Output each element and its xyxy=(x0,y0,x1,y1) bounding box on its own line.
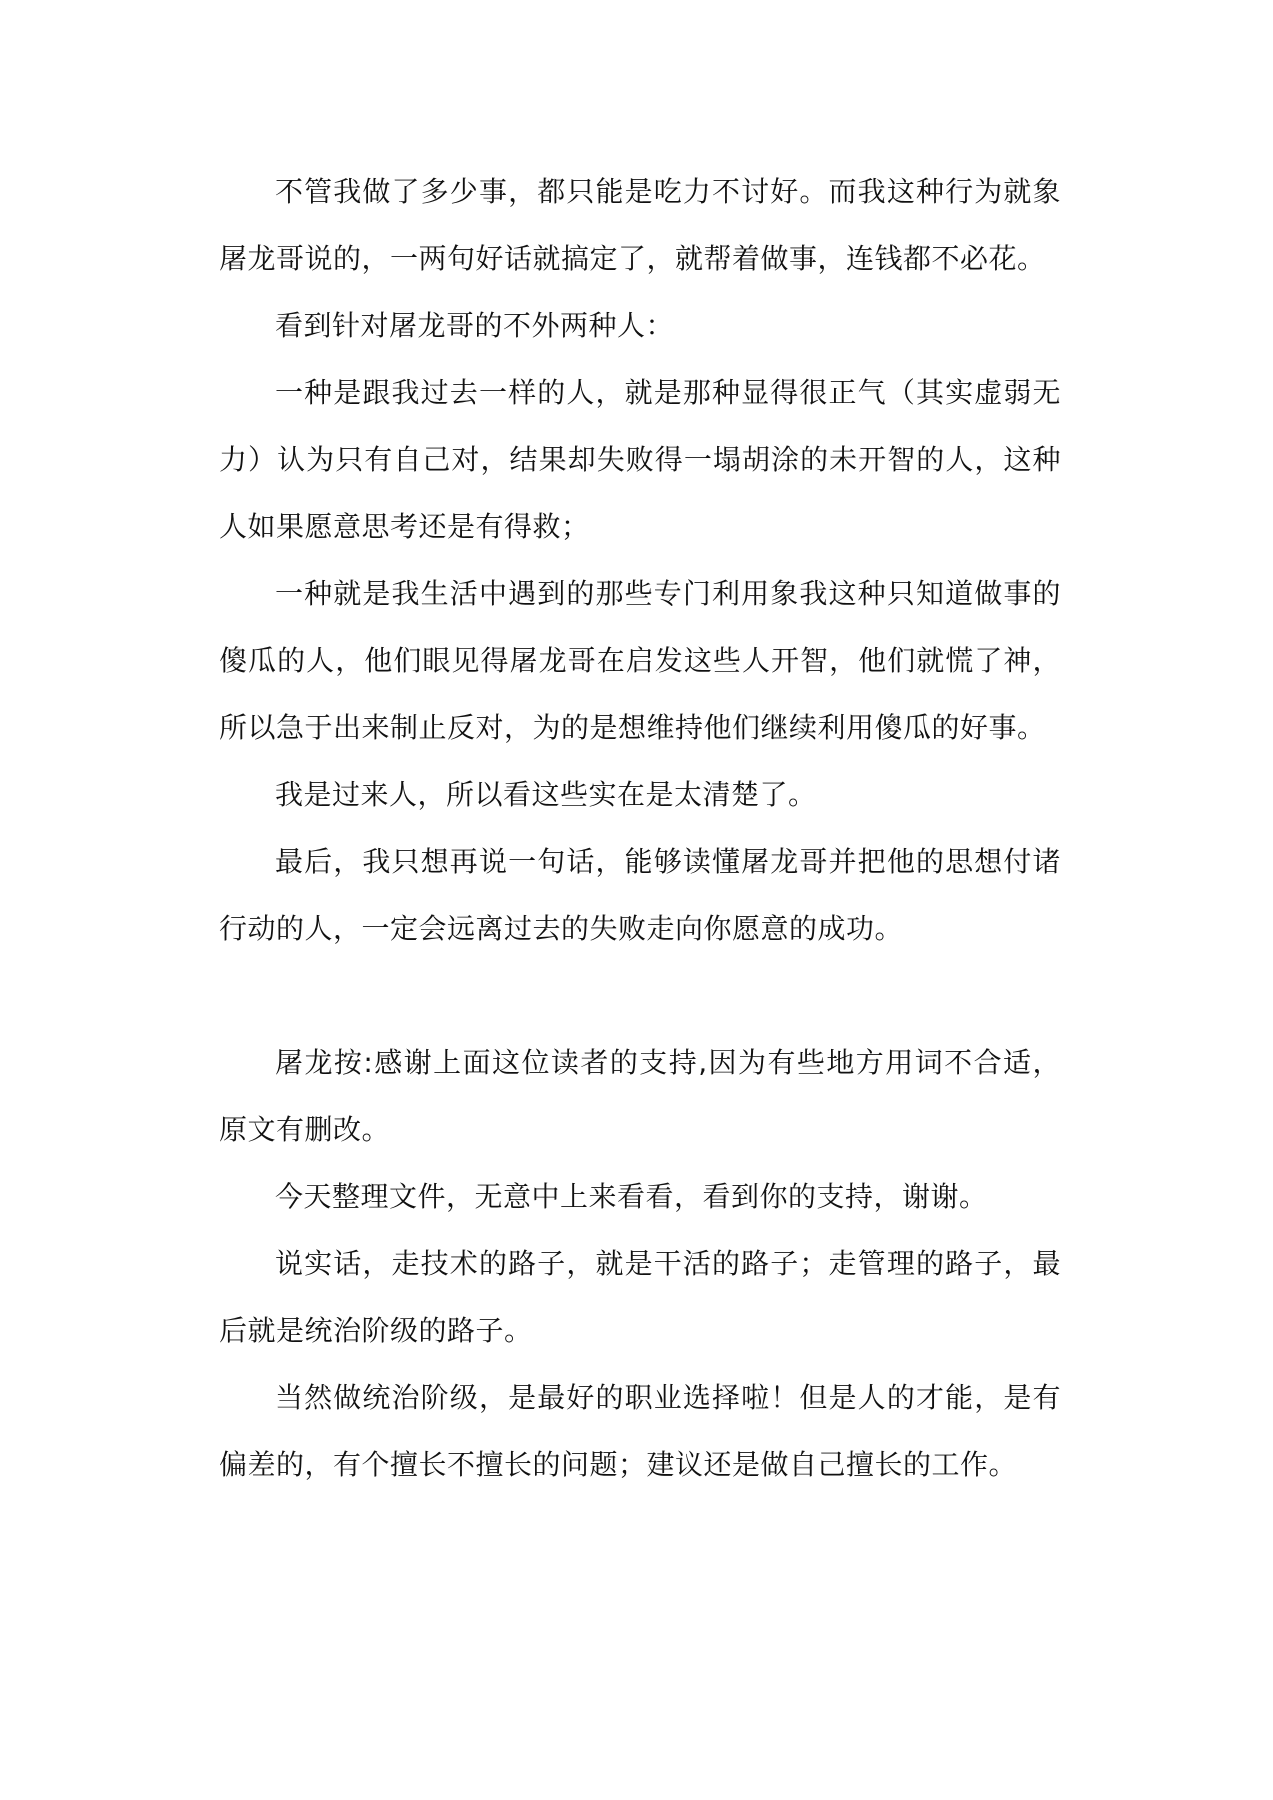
paragraph: 我是过来人，所以看这些实在是太清楚了。 xyxy=(275,778,817,811)
paragraph: 看到针对屠龙哥的不外两种人： xyxy=(275,309,675,342)
paragraph: 今天整理文件，无意中上来看看，看到你的支持，谢谢。 xyxy=(275,1180,988,1213)
paragraph: 一种是跟我过去一样的人，就是那种显得很正气（其实虚弱无力）认为只有自己对，结果却失败得一塌胡涂的未开智的人，这种人如果愿意思考还是有得救； xyxy=(219,376,1061,543)
paragraph: 一种就是我生活中遇到的那些专门利用象我这种只知道做事的傻瓜的人，他们眼见得屠龙哥在启发这些人开智，他们就慌了神，所以急于出来制止反对，为的是想维持他们继续利用傻瓜的好事。 xyxy=(219,577,1061,744)
document-body xyxy=(219,158,1061,1498)
editor-note-paragraph: 屠龙按:感谢上面这位读者的支持,因为有些地方用词不合适，原文有删改。 xyxy=(219,1046,1061,1146)
paragraph: 说实话，走技术的路子，就是干活的路子；走管理的路子，最后就是统治阶级的路子。 xyxy=(219,1247,1061,1347)
paragraph: 最后，我只想再说一句话，能够读懂屠龙哥并把他的思想付诸行动的人，一定会远离过去的失败走向你愿意的成功。 xyxy=(219,845,1061,945)
section-gap xyxy=(219,962,1061,1029)
paragraph: 当然做统治阶级，是最好的职业选择啦！但是人的才能，是有偏差的，有个擅长不擅长的问题；建议还是做自己擅长的工作。 xyxy=(219,1381,1061,1481)
paragraph: 不管我做了多少事，都只能是吃力不讨好。而我这种行为就象屠龙哥说的，一两句好话就搞定了，就帮着做事，连钱都不必花。 xyxy=(219,175,1061,275)
